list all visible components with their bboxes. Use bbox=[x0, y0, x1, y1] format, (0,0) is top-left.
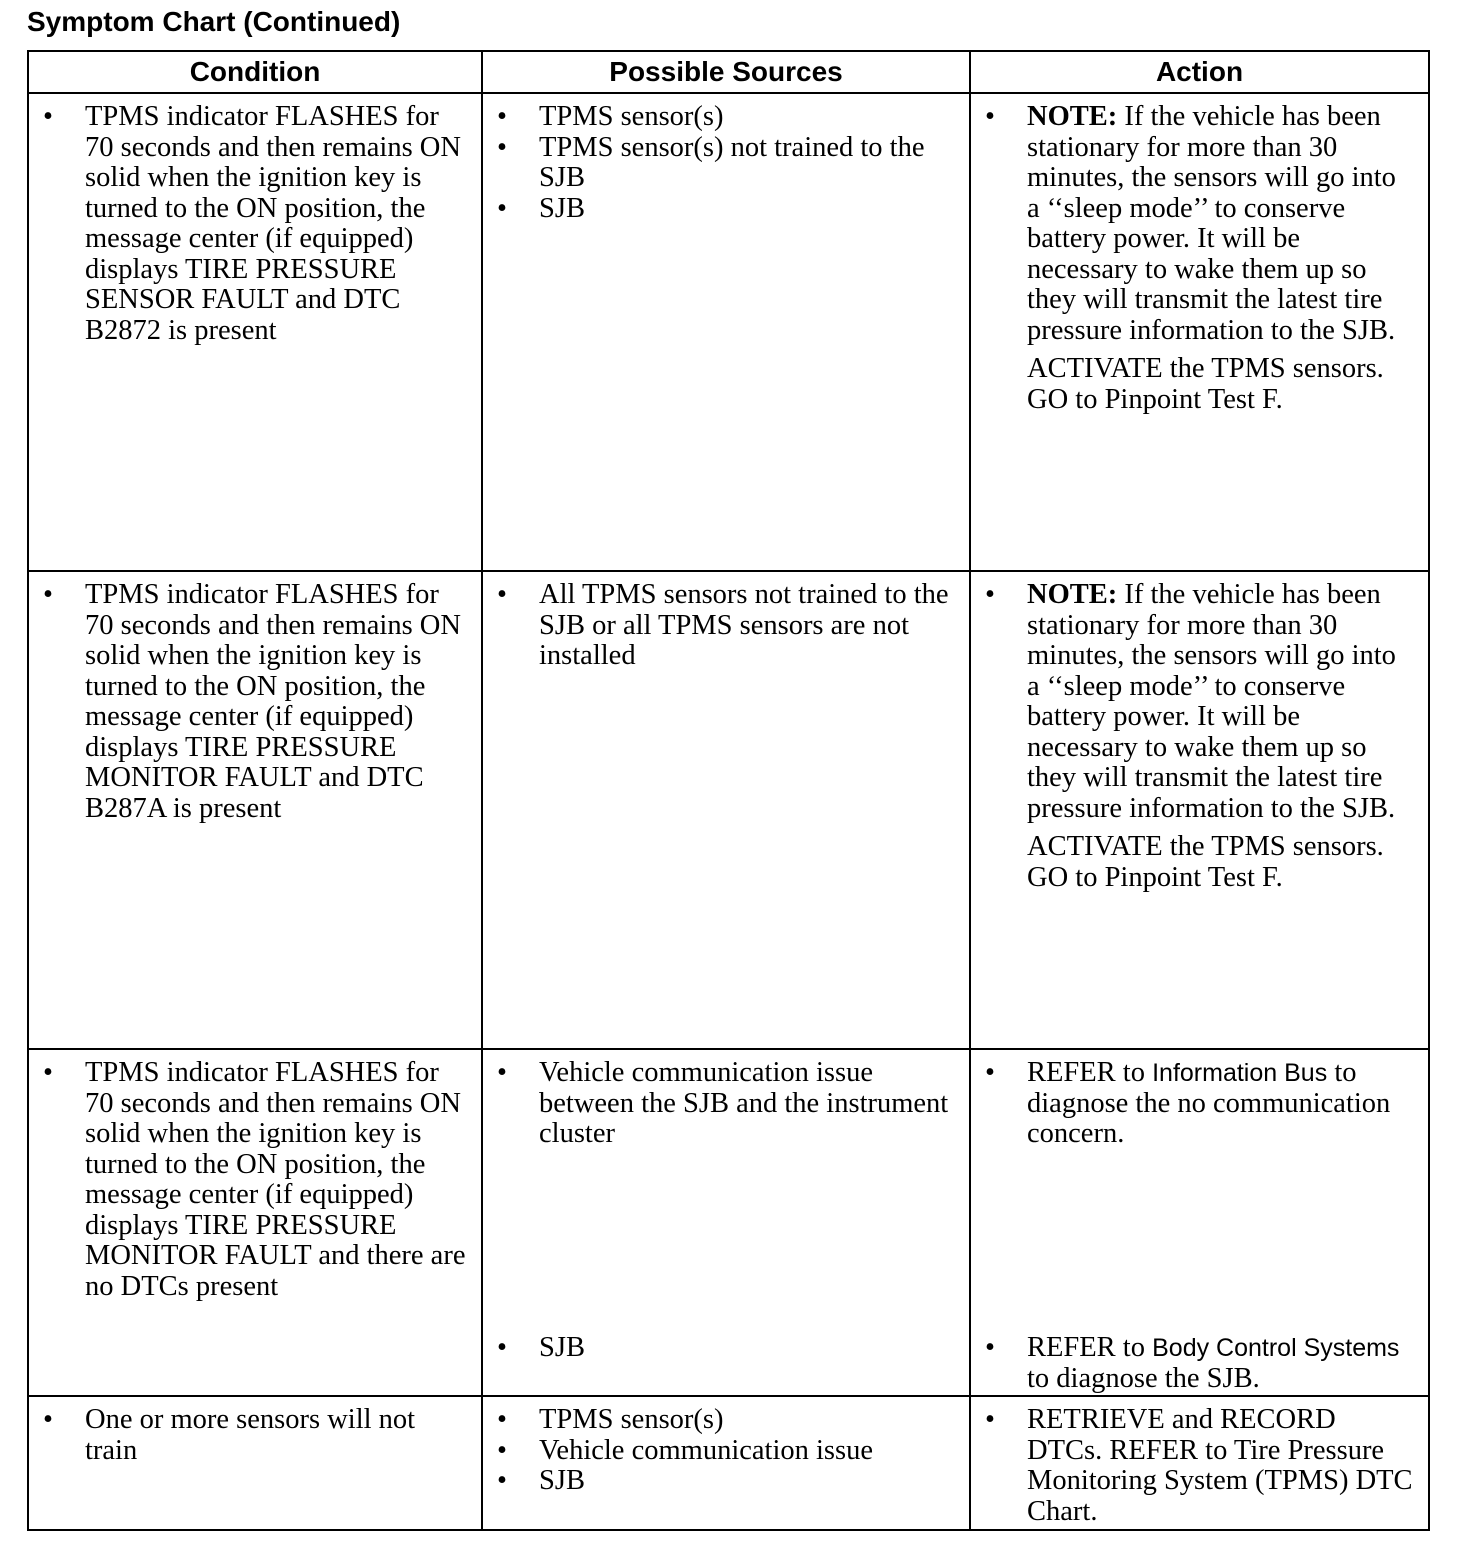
symptom-chart-table bbox=[27, 50, 1430, 1531]
bullet: • bbox=[497, 131, 507, 163]
sources-cell bbox=[482, 1396, 970, 1530]
condition-cell bbox=[28, 571, 482, 1049]
list-item bbox=[497, 1058, 955, 1150]
source-text: TPMS sensor(s) bbox=[539, 101, 724, 132]
list-item bbox=[497, 1436, 955, 1467]
bullet: • bbox=[985, 101, 995, 132]
condition-cell bbox=[28, 93, 482, 571]
header-row bbox=[28, 51, 1429, 93]
condition-text: TPMS indicator FLASHES for 70 seconds and then remains ON solid when the ignition key is turned to the ON position, the message center (if equipped) displays TIRE PRESSURE MONITOR FAULT and there are no DTCs present bbox=[85, 1057, 466, 1302]
action-step: ACTIVATE the TPMS sensors. GO to Pinpoint Test F. bbox=[1027, 831, 1384, 893]
body-control-systems-reference: Body Control Systems bbox=[1152, 1334, 1400, 1362]
note-text: If the vehicle has been stationary for more than 30 minutes, the sensors will go into a ‘‘sleep mode’’ to conserve battery power. It will be necessary to wake them up so they will transmit the latest tire pressure information to the SJB. bbox=[1027, 579, 1396, 824]
source-text: Vehicle communication issue bbox=[539, 1434, 873, 1466]
action-text: to diagnose the no communication concern. bbox=[1027, 1057, 1391, 1149]
list-item bbox=[497, 1405, 955, 1436]
bullet: • bbox=[497, 1332, 507, 1363]
source-text: SJB bbox=[539, 1332, 585, 1363]
note-text: If the vehicle has been stationary for more than 30 minutes, the sensors will go into a ‘‘sleep mode’’ to conserve battery power. It will be necessary to wake them up so they will transmit the latest tire pressure information to the SJB. bbox=[1027, 101, 1396, 346]
source-text: SJB bbox=[539, 1465, 585, 1496]
bullet: • bbox=[43, 101, 53, 132]
note-label: NOTE: bbox=[1027, 579, 1118, 610]
bullet: • bbox=[43, 1057, 53, 1088]
bullet: • bbox=[497, 1465, 507, 1496]
list-item bbox=[497, 1333, 955, 1364]
action-text: RETRIEVE and RECORD DTCs. REFER to Tire Pressure Monitoring System (TPMS) DTC Chart. bbox=[1027, 1404, 1413, 1527]
list-item bbox=[497, 580, 955, 672]
bullet: • bbox=[985, 1332, 995, 1363]
list-item bbox=[43, 102, 467, 346]
table-row bbox=[28, 1396, 1429, 1530]
list-item bbox=[497, 102, 955, 133]
list-item bbox=[43, 1058, 467, 1302]
bullet: • bbox=[497, 1404, 507, 1435]
list-item bbox=[43, 1405, 467, 1466]
list-item bbox=[497, 194, 955, 225]
list-item bbox=[497, 1466, 955, 1497]
list-item bbox=[985, 1333, 1414, 1394]
list-item bbox=[985, 1405, 1414, 1527]
action-step: ACTIVATE the TPMS sensors. GO to Pinpoint Test F. bbox=[1027, 353, 1384, 415]
header-condition: Condition bbox=[28, 51, 482, 93]
bullet: • bbox=[43, 1404, 53, 1435]
condition-text: TPMS indicator FLASHES for 70 seconds and then remains ON solid when the ignition key is turned to the ON position, the message center (if equipped) displays TIRE PRESSURE MONITOR FAULT and DTC B287A is present bbox=[85, 579, 461, 824]
condition-cell bbox=[28, 1396, 482, 1530]
action-text: REFER to bbox=[1027, 1332, 1153, 1363]
bullet: • bbox=[497, 1434, 507, 1466]
bullet: • bbox=[985, 579, 995, 610]
action-cell bbox=[970, 93, 1429, 571]
list-item bbox=[43, 580, 467, 824]
information-bus-reference: Information Bus bbox=[1152, 1059, 1328, 1087]
source-text: TPMS sensor(s) not trained to the SJB bbox=[539, 131, 925, 193]
source-text: TPMS sensor(s) bbox=[539, 1404, 724, 1435]
sources-cell bbox=[482, 93, 970, 571]
source-text: All TPMS sensors not trained to the SJB or all TPMS sensors are not installed bbox=[539, 579, 949, 671]
list-item bbox=[985, 102, 1414, 415]
sources-cell bbox=[482, 1049, 970, 1396]
list-item bbox=[497, 133, 955, 194]
header-possible-sources: Possible Sources bbox=[482, 51, 970, 93]
bullet: • bbox=[497, 579, 507, 610]
table-row bbox=[28, 1049, 1429, 1396]
bullet: • bbox=[985, 1404, 995, 1435]
action-text: to diagnose the SJB. bbox=[1027, 1362, 1260, 1394]
list-item bbox=[985, 580, 1414, 893]
table-row bbox=[28, 571, 1429, 1049]
action-text: REFER to bbox=[1027, 1057, 1153, 1088]
table-row bbox=[28, 93, 1429, 571]
list-item bbox=[985, 1058, 1414, 1150]
page-title: Symptom Chart (Continued) bbox=[27, 6, 401, 37]
condition-text: TPMS indicator FLASHES for 70 seconds and then remains ON solid when the ignition key is turned to the ON position, the message center (if equipped) displays TIRE PRESSURE SENSOR FAULT and DTC B2872 is present bbox=[85, 101, 461, 346]
bullet: • bbox=[985, 1057, 995, 1088]
source-text: SJB bbox=[539, 192, 585, 224]
source-text: Vehicle communication issue between the SJB and the instrument cluster bbox=[539, 1057, 949, 1149]
note-label: NOTE: bbox=[1027, 101, 1118, 132]
action-cell bbox=[970, 1396, 1429, 1530]
bullet: • bbox=[497, 192, 507, 224]
header-action: Action bbox=[970, 51, 1429, 93]
bullet: • bbox=[497, 1057, 507, 1088]
bullet: • bbox=[43, 579, 53, 610]
action-cell bbox=[970, 571, 1429, 1049]
condition-cell bbox=[28, 1049, 482, 1396]
condition-text: One or more sensors will not train bbox=[85, 1404, 416, 1466]
sources-cell bbox=[482, 571, 970, 1049]
action-cell bbox=[970, 1049, 1429, 1396]
bullet: • bbox=[497, 101, 507, 132]
